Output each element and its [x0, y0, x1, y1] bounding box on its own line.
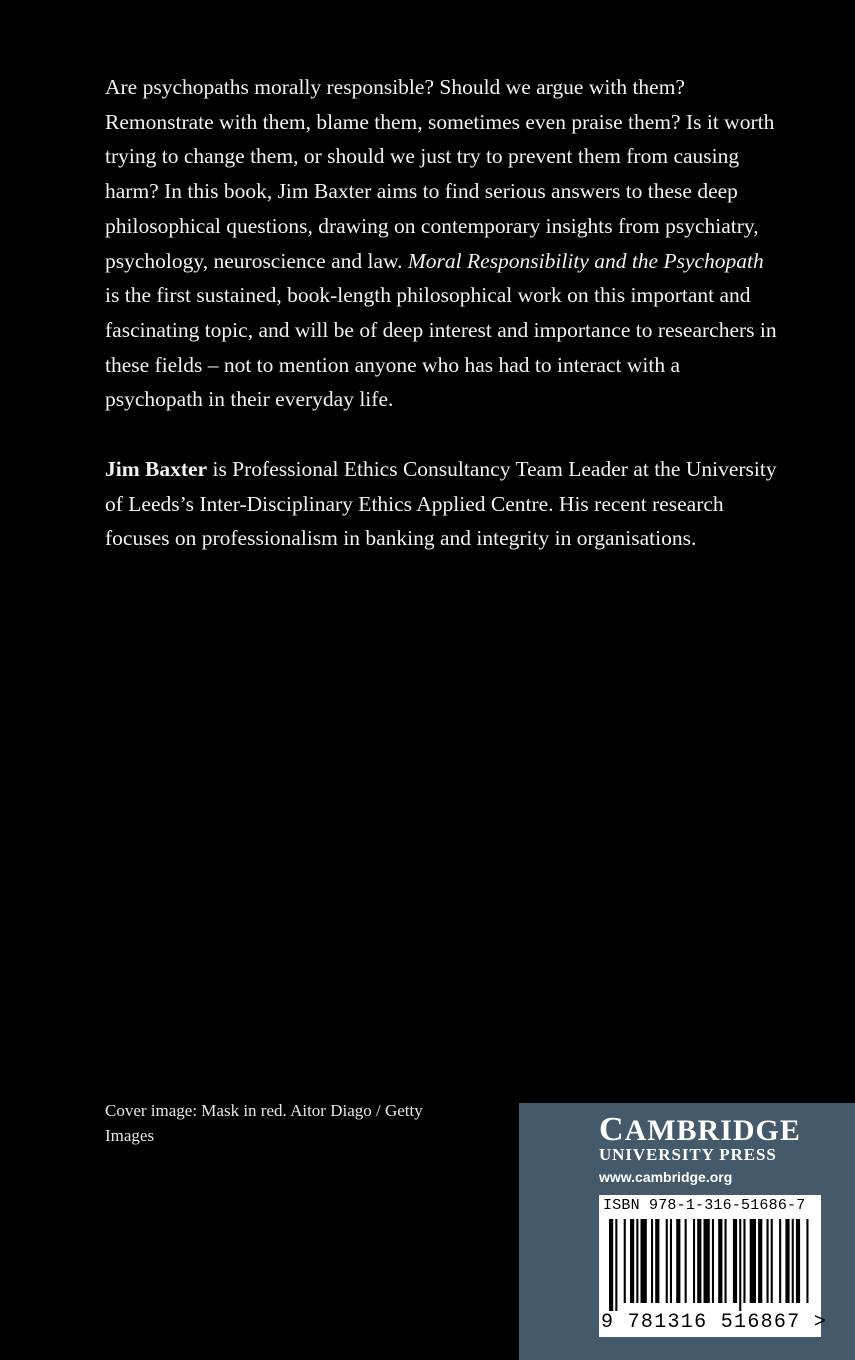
barcode-bar: [641, 1219, 647, 1303]
barcode-bar: [609, 1219, 613, 1311]
publisher-name: [599, 1111, 801, 1149]
barcode-bar: [739, 1219, 741, 1311]
bio-body: is Professional Ethics Consultancy Team Leader at the University of Leeds’s Inter-Disciplinary Ethics Applied Centre. His recent research focuses on professionalism in banking and integrity in organisations.: [105, 457, 777, 551]
barcode-bar: [693, 1219, 695, 1303]
barcode-bar: [750, 1219, 756, 1303]
author-bio: [105, 452, 780, 556]
publisher-url: www.cambridge.org: [599, 1169, 733, 1185]
barcode-bar: [670, 1219, 672, 1303]
book-title-italic: Moral Responsibility and the Psychopath: [407, 248, 764, 273]
barcode-graphic: [603, 1219, 817, 1311]
barcode-bar: [685, 1219, 687, 1303]
barcode-bar: [704, 1219, 710, 1303]
barcode-bar: [743, 1219, 745, 1303]
barcode-bar: [718, 1219, 722, 1303]
barcode-bar: [733, 1219, 737, 1303]
cover-image-credit: Cover image: Mask in red. Aitor Diago / Getty Images: [105, 1101, 423, 1145]
barcode-bar: [624, 1219, 626, 1303]
barcode-digits: 9 781316 516867 >: [601, 1311, 828, 1334]
barcode-bar: [779, 1219, 781, 1303]
barcode-bar: [630, 1219, 634, 1303]
blurb-text: [105, 70, 780, 417]
barcode-bar: [806, 1219, 808, 1303]
barcode-bar: [651, 1219, 653, 1303]
barcode-box: [599, 1195, 828, 1337]
barcode-bar: [636, 1219, 638, 1303]
barcode-bar: [725, 1219, 727, 1303]
barcode-bar: [785, 1219, 789, 1303]
barcode-bar: [655, 1219, 659, 1303]
blurb-part-2: is the first sustained, book-length philosophical work on this important and fascinating topic, and will be of deep interest and importance to researchers in these fields – not to mention anyone who has had to interact with a psychopath in their everyday life.: [105, 283, 777, 412]
barcode-bar: [796, 1219, 800, 1303]
barcode-bar: [697, 1219, 701, 1303]
barcode-bar: [758, 1219, 762, 1303]
barcode-bar: [767, 1219, 769, 1303]
isbn-label: ISBN 978-1-316-51686-7: [603, 1197, 806, 1214]
blurb-part-1: Are psychopaths morally responsible? Should we argue with them? Remonstrate with them, blame them, sometimes even praise them? Is it worth trying to change them, or should we just try to prevent them from causing harm? In this book, Jim Baxter aims to find serious answers to these deep philosophical questions, drawing on contemporary insights from psychiatry, psychology, neuroscience and law.: [105, 75, 775, 273]
barcode-bar: [712, 1219, 714, 1303]
publisher-name-initial: C: [599, 1111, 625, 1148]
publisher-name-rest: AMBRIDGE: [624, 1114, 801, 1147]
publisher-panel: [519, 1103, 855, 1360]
author-name: Jim Baxter: [105, 457, 208, 481]
barcode-bar: [615, 1219, 617, 1311]
barcode-bar: [771, 1219, 773, 1303]
publisher-subtitle: UNIVERSITY PRESS: [599, 1145, 777, 1164]
barcode-bar: [666, 1219, 668, 1303]
barcode-bar: [792, 1219, 794, 1303]
blurb-paragraph: [105, 70, 780, 417]
bio-text: [105, 452, 780, 556]
barcode-bar: [676, 1219, 680, 1303]
